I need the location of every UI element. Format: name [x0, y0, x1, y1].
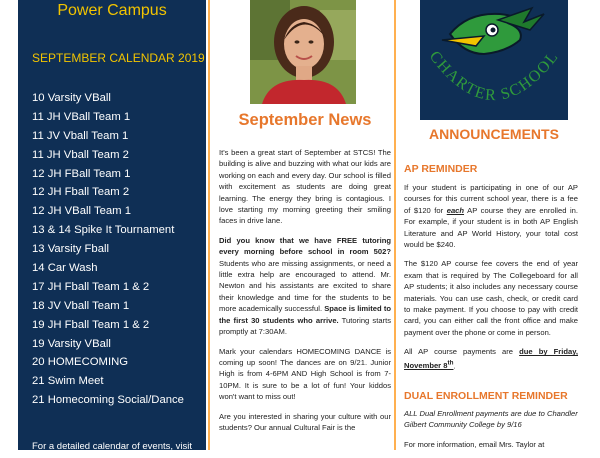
calendar-event: 11 JH VBall Team 1 [32, 110, 131, 123]
column-divider [394, 0, 396, 450]
calendar-event: 14 Car Wash [32, 262, 98, 275]
calendar-event: 11 JV Vball Team 1 [32, 129, 129, 142]
calendar-event: 11 JH Vball Team 2 [32, 148, 129, 161]
calendar-event: 21 Swim Meet [32, 375, 104, 388]
news-bold-text: Did you know that we have FREE tutoring every morning before school in room 502? [219, 235, 391, 257]
calendar-event: 12 JH Fball Team 2 [32, 186, 130, 199]
ap-emphasis: each [446, 205, 465, 215]
ap-text: All AP course payments are [404, 347, 520, 357]
news-paragraph: Are you interested in sharing your culture with our students? Our annual Cultural Fair is the [219, 411, 391, 432]
calendar-event: 12 JH VBall Team 1 [32, 205, 132, 218]
logo-text: CHARTER SCHOOL [425, 48, 563, 105]
de-paragraph: ALL Dual Enrollment payments are due to Chandler Gilbert Community College by 9/16 [404, 409, 578, 430]
ap-reminder-body [404, 182, 578, 380]
de-paragraph: For more information, email Mrs. Taylor at [404, 439, 545, 449]
calendar-event: 21 Homecoming Social/Dance [32, 394, 184, 407]
news-paragraph: Mark your calendars HOMECOMING DANCE is coming up soon! The dances are on 9/21. Junior High is from 4-6PM AND High School is from 7-10PM. It is sure to be a lot of fun! Your kiddos won't want to miss out! [219, 346, 391, 402]
calendar-event: 13 Varsity Fball [32, 243, 110, 256]
dual-enrollment-body [404, 408, 578, 458]
calendar-event: 19 Varsity VBall [32, 337, 111, 350]
news-title: September News [238, 111, 372, 129]
calendar-footer-note: For a detailed calendar of events, visit [32, 441, 193, 452]
ap-paragraph: The $120 AP course fee covers the end of year exam that is required by The Collegeboard for all AP students; it also includes any necessary course materials. You can use cash, check, or credit card to make payment. If you choose to pay with credit card, you can either call the front office and make payment over the phone or come in person. [404, 259, 578, 337]
ap-text: If your student is participating in one of our AP courses for this current school year, there is a fee of $120 for [404, 183, 578, 215]
ap-paragraph [404, 346, 578, 371]
ap-text: . [453, 361, 456, 371]
calendar-event: 13 & 14 Spike It Tournament [32, 224, 175, 237]
calendar-event: 19 JH Fball Team 1 & 2 [32, 318, 150, 331]
ap-reminder-title: AP REMINDER [404, 163, 478, 175]
announcements-title: ANNOUNCEMENTS [429, 126, 559, 142]
calendar-event: 17 JH Fball Team 1 & 2 [32, 280, 150, 293]
column-divider [208, 0, 210, 450]
calendar-heading: SEPTEMBER CALENDAR 2019 [32, 51, 205, 65]
calendar-event: 20 HOMECOMING [32, 356, 129, 369]
campus-name: Power Campus [57, 2, 167, 19]
news-paragraph [219, 235, 391, 338]
dual-enrollment-title: DUAL ENROLLMENT REMINDER [404, 390, 568, 402]
calendar-event-list [32, 89, 184, 410]
news-paragraph: It's been a great start of September at STCS! The building is alive and buzzing with what our kids are working on each and every day. Our school is filled with excitement as students are doing great learning. The energy they bring is contagious. I love starting my morning greeting their smiling faces in drive lane. [219, 148, 391, 226]
calendar-event: 10 Varsity VBall [32, 92, 111, 104]
news-text: Students who are missing assignments, or need a little extra help are encouraged to attend. Mr. Newton and his assistants are excited to share their knowledge and time for the students to be more academically successful. [219, 258, 391, 314]
calendar-sidebar [18, 0, 206, 450]
school-logo [420, 0, 568, 120]
news-bold-text: Space is limited to the first 30 students who arrive. [219, 304, 391, 325]
ap-due-sup: th [447, 359, 454, 367]
ap-due-text: due by Friday, November 8 [404, 347, 578, 371]
ap-text: AP course they are enrolled in. For example, if your student is in both AP English Literature and AP World History, your total cost would be $240. [404, 205, 578, 250]
news-text: Tutoring starts promptly at 7:30AM. [219, 315, 391, 337]
news-body [219, 147, 391, 441]
ap-paragraph [404, 182, 578, 250]
principal-photo [250, 0, 356, 104]
calendar-event: 12 JH FBall Team 1 [32, 167, 131, 180]
calendar-event: 18 JV Vball Team 1 [32, 299, 130, 312]
